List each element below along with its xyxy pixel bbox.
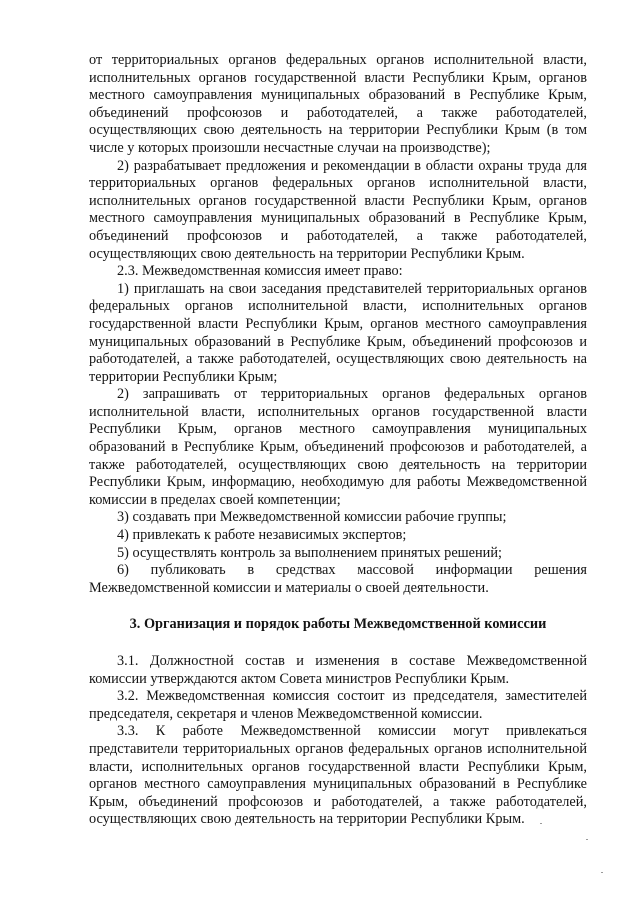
paragraph-3-3: 3.3. К работе Межведомственной комиссии могут привлекаться представители территориальных органов федеральных органов исполнительной власти, исполнительных органов государственной власти Республики Крым, органов местного самоуправления муниципальных образований в Республике Крым, объединений профсоюзов и работодателей, а также работодателей, осуществляющих свою деятельность на территории Республики Крым. [89, 723, 587, 828]
document-body [89, 52, 587, 829]
paragraph-2-3-rights-heading: 2.3. Межведомственная комиссия имеет право: [117, 263, 403, 280]
section-heading: 3. Организация и порядок работы Межведомственной комиссии [129, 616, 547, 633]
paragraph-right-1-invite: 1) приглашать на свои заседания представителей территориальных органов федеральных органов исполнительной власти, исполнительных органов государственной власти Республики Крым, органов местного самоуправления муниципальных образований в Республике Крым, объединений профсоюзов и работодателей, а также работодателей, осуществляющих свою деятельность на территории Республики Крым; [89, 280, 587, 385]
paragraph-right-6-publish: 6) публиковать в средствах массовой информации решения Межведомственной комиссии и материалы о своей деятельности. [89, 562, 587, 596]
paragraph-3-2: 3.2. Межведомственная комиссия состоит из председателя, заместителей председателя, секретаря и членов Межведомственной комиссии. [89, 688, 587, 722]
paragraph-right-4-experts: 4) привлекать к работе независимых экспертов; [117, 527, 407, 544]
paragraph-right-5-control: 5) осуществлять контроль за выполнением принятых решений; [117, 544, 502, 561]
paragraph-right-2-request: 2) запрашивать от территориальных органов федеральных органов исполнительной власти, исполнительных органов государственной власти Республики Крым, органов местного самоуправления муниципальных образований в Республике Крым, объединений профсоюзов и работодателей, а также работодателей, осуществляющих свою деятельность на территории Республики Крым, информацию, необходимую для работы Межведомственной комиссии в пределах своей компетенции; [89, 386, 587, 508]
scan-speck [540, 823, 542, 824]
scan-speck [601, 872, 603, 873]
paragraph-continuation: от территориальных органов федеральных органов исполнительной власти, исполнительных органов государственной власти Республики Крым, органов местного самоуправления муниципальных образований в Республике Крым, объединений профсоюзов и работодателей, а также работодателей, осуществляющих свою деятельность на территории Республики Крым (в том числе у которых произошли несчастные случаи на производстве); [89, 52, 587, 156]
paragraph-3-1: 3.1. Должностной состав и изменения в составе Межведомственной комиссии утверждаются актом Совета министров Республики Крым. [89, 653, 587, 687]
paragraph-right-3-working-groups: 3) создавать при Межведомственной комиссии рабочие группы; [117, 509, 507, 526]
paragraph-item-2-recommendations: 2) разрабатывает предложения и рекомендации в области охраны труда для территориальных органов федеральных органов исполнительной власти, исполнительных органов государственной власти Республики Крым, органов местного самоуправления муниципальных образований в Республике Крым, объединений профсоюзов и работодателей, а также работодателей, осуществляющих свою деятельность на территории Республики Крым. [89, 157, 587, 262]
scan-speck [586, 839, 588, 840]
